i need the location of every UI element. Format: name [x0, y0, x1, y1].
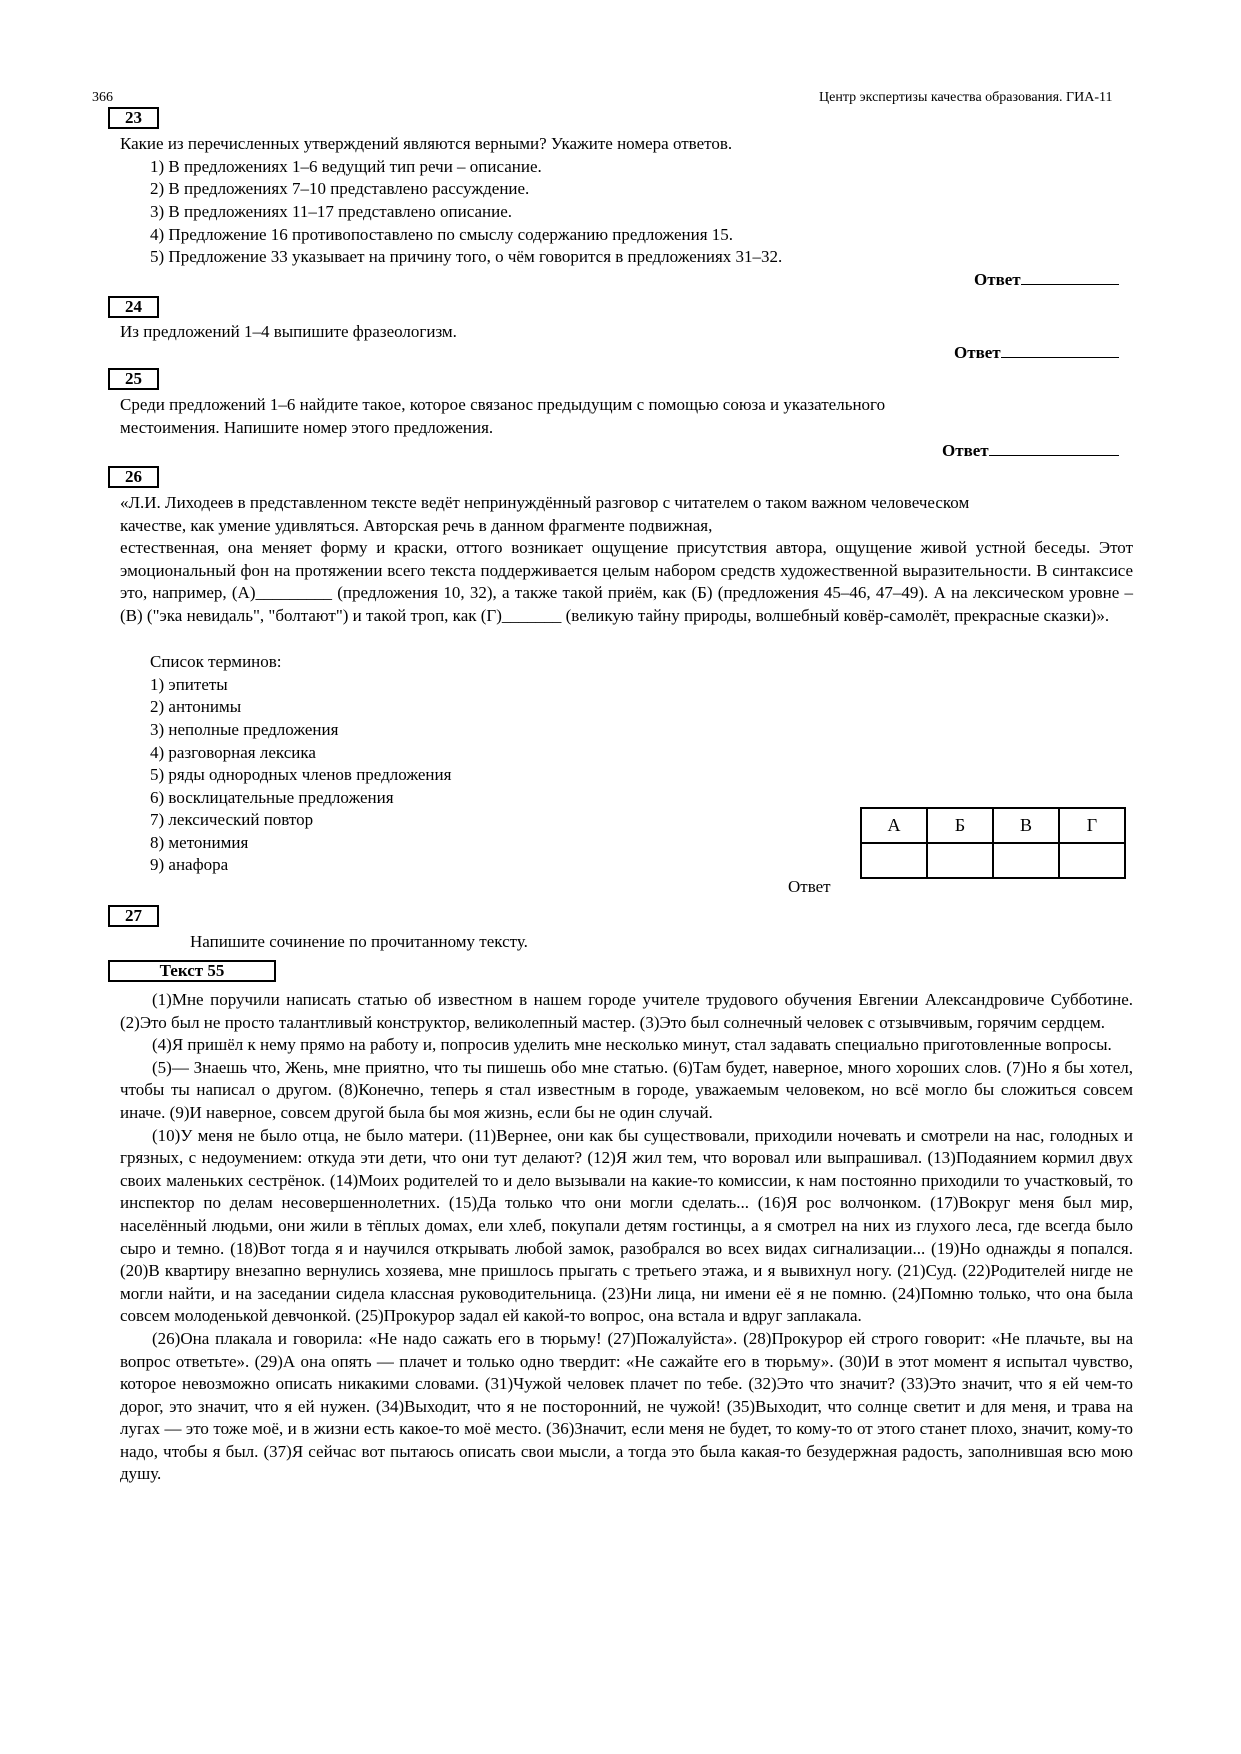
question-23-option-4: 4) Предложение 16 противопоставлено по смыслу содержанию предложения 15.: [150, 225, 734, 244]
grid-cell-a[interactable]: [861, 843, 927, 878]
text-paragraph: (5)— Знаешь что, Жень, мне приятно, что ты пишешь обо мне статью. (6)Там будет, наверное, много хороших слов. (7)Но я бы хотел, чтобы ты написал о другом. (8)Конечно, теперь я стал известным в городе, уважаемым человеком, но всё могло бы сложиться совсем иначе. (9)И наверное, совсем другой была бы моя жизнь, если бы не один случай.: [120, 1057, 1133, 1122]
question-26-paragraph: [120, 537, 1133, 627]
answer-blank[interactable]: [1021, 270, 1119, 285]
term-item: 9) анафора: [150, 855, 229, 874]
answer-label-26: Ответ: [788, 877, 831, 896]
grid-cell-v[interactable]: [993, 843, 1059, 878]
text-paragraph: (26)Она плакала и говорила: «Не надо сажать его в тюрьму! (27)Пожалуйста». (28)Прокурор ей строго говорит: «Не плачьте, вы на вопрос ответьте». (29)А она опять — плачет и только одно твердит: «Не сажайте его в тюрьму». (30)И в этот момент я испытал чувство, которое невозможно описать никакими словами. (31)Чужой человек плачет по тебе. (32)Это что значит? (33)Это значит, что я ей чем-то дорог, это значит, что я ей нужен. (34)Выходит, что я не посторонний, не чужой! (35)Выходит, что солнце светит и для меня, и трава на лугах — это тоже моё, и в жизни есть какое-то моё место. (36)Значит, если меня не будет, то кому-то от этого станет плохо, значит, кому-то надо, чтобы я был. (37)Я сейчас вот пытаюсь описать свои мысли, а тогда это была какая-то безудержная радость, заполнившая всю мою душу.: [120, 1328, 1133, 1484]
term-item: 5) ряды однородных членов предложения: [150, 765, 452, 784]
text-body: [120, 989, 1133, 1486]
answer-grid-26: [860, 807, 1126, 879]
answer-label: Ответ: [954, 343, 1001, 362]
question-number-24: 24: [108, 296, 159, 318]
term-item: 3) неполные предложения: [150, 720, 339, 739]
page-number: 366: [92, 90, 113, 105]
grid-cell-b[interactable]: [927, 843, 993, 878]
text-paragraph: (10)У меня не было отца, не было матери. (11)Вернее, они как бы существовали, приходили ночевать и смотрели на нас, голодных и грязных, с недоумением: откуда эти дети, что они тут делают? (12)Я жил тем, что воровал или выпрашивал. (13)Подаянием кормил двух своих маленьких сестрёнок. (14)Моих родителей то и дело вызывали на какие-то комиссии, к нам постоянно приходили то участковый, то инспектор по делам несовершеннолетних. (15)Да только что они могли сделать... (16)Я рос волчонком. (17)Вокруг меня был мир, населённый людьми, они жили в тёплых домах, ели хлеб, покупали детям гостинцы, а я смотрел на них из глухого леса, где всегда было сыро и темно. (18)Вот тогда я и научился открывать любой замок, разобрался во всех видах сигнализации... (19)Но однажды я попался. (20)В квартиру внезапно вернулись хозяева, мне пришлось прыгать с третьего этажа, и я вывихнул ногу. (21)Суд. (22)Родителей нигде не могли найти, и на заседании сидела классная руководительница. (23)Ни лица, ни имени её я не помню. (24)Помню только, что она была совсем молоденькой девчонкой. (25)Прокурор задал ей какой-то вопрос, она встала и вдруг заплакала.: [120, 1125, 1133, 1326]
answer-field-24[interactable]: [954, 343, 1119, 363]
answer-label: Ответ: [942, 441, 989, 460]
text-title: Текст 55: [108, 960, 276, 982]
term-item: 7) лексический повтор: [150, 810, 314, 829]
question-25-prompt-line-2: местоимения. Напишите номер этого предложения.: [120, 418, 494, 437]
question-23-prompt: Какие из перечисленных утверждений являются верными? Укажите номера ответов.: [120, 134, 733, 153]
text-paragraph: (1)Мне поручили написать статью об известном в нашем городе учителе трудового обучения Евгении Александровиче Субботине. (2)Это был не просто талантливый конструктор, великолепный мастер. (3)Это был солнечный человек с отзывчивым, горячим сердцем.: [120, 990, 1133, 1032]
question-26-line-1: «Л.И. Лиходеев в представленном тексте ведёт непринуждённый разговор с читателем о таком важном человеческом: [120, 493, 970, 512]
page-header-source: Центр экспертизы качества образования. ГИА-11: [819, 90, 1113, 105]
question-24-prompt: Из предложений 1–4 выпишите фразеологизм.: [120, 322, 457, 341]
grid-header-v: В: [993, 808, 1059, 843]
question-number-23: 23: [108, 107, 159, 129]
grid-header-g: Г: [1059, 808, 1125, 843]
question-23-option-1: 1) В предложениях 1–6 ведущий тип речи – описание.: [150, 157, 542, 176]
question-number-27: 27: [108, 905, 159, 927]
question-26-paragraph-text: естественная, она меняет форму и краски, оттого возникает ощущение присутствия автора, ощущение живой устной беседы. Этот эмоциональный фон на протяжении всего текста поддерживается целым набором средств художественной выразительности. В синтаксисе это, например, (А)_________ (предложения 10, 32), а также такой приём, как (Б) (предложения 45–46, 47–49). А на лексическом уровне – (В) ("эка невидаль", "болтают") и такой троп, как (Г)_______ (великую тайну природы, волшебный ковёр-самолёт, прекрасные сказки)».: [120, 538, 1133, 625]
grid-cell-g[interactable]: [1059, 843, 1125, 878]
term-item: 4) разговорная лексика: [150, 743, 316, 762]
answer-blank[interactable]: [1001, 343, 1119, 358]
question-number-26: 26: [108, 466, 159, 488]
term-item: 2) антонимы: [150, 697, 242, 716]
question-23-option-5: 5) Предложение 33 указывает на причину того, о чём говорится в предложениях 31–32.: [150, 247, 783, 266]
question-number-25: 25: [108, 368, 159, 390]
question-25-prompt-line-1: Среди предложений 1–6 найдите такое, которое связанос предыдущим с помощью союза и указательного: [120, 395, 886, 414]
question-23-option-2: 2) В предложениях 7–10 представлено рассуждение.: [150, 179, 530, 198]
answer-field-23[interactable]: [974, 270, 1119, 290]
grid-header-a: А: [861, 808, 927, 843]
term-item: 6) восклицательные предложения: [150, 788, 394, 807]
term-item: 8) метонимия: [150, 833, 249, 852]
text-paragraph: (4)Я пришёл к нему прямо на работу и, попросив уделить мне несколько минут, стал задавать специально приготовленные вопросы.: [152, 1035, 1112, 1055]
answer-label: Ответ: [974, 270, 1021, 289]
question-23-option-3: 3) В предложениях 11–17 представлено описание.: [150, 202, 513, 221]
term-item: 1) эпитеты: [150, 675, 228, 694]
question-27-prompt: Напишите сочинение по прочитанному тексту.: [190, 932, 528, 951]
question-26-line-2: качестве, как умение удивляться. Авторская речь в данном фрагменте подвижная,: [120, 516, 713, 535]
grid-header-b: Б: [927, 808, 993, 843]
answer-field-25[interactable]: [942, 441, 1119, 461]
terms-title: Список терминов:: [150, 652, 282, 671]
answer-blank[interactable]: [989, 441, 1119, 456]
